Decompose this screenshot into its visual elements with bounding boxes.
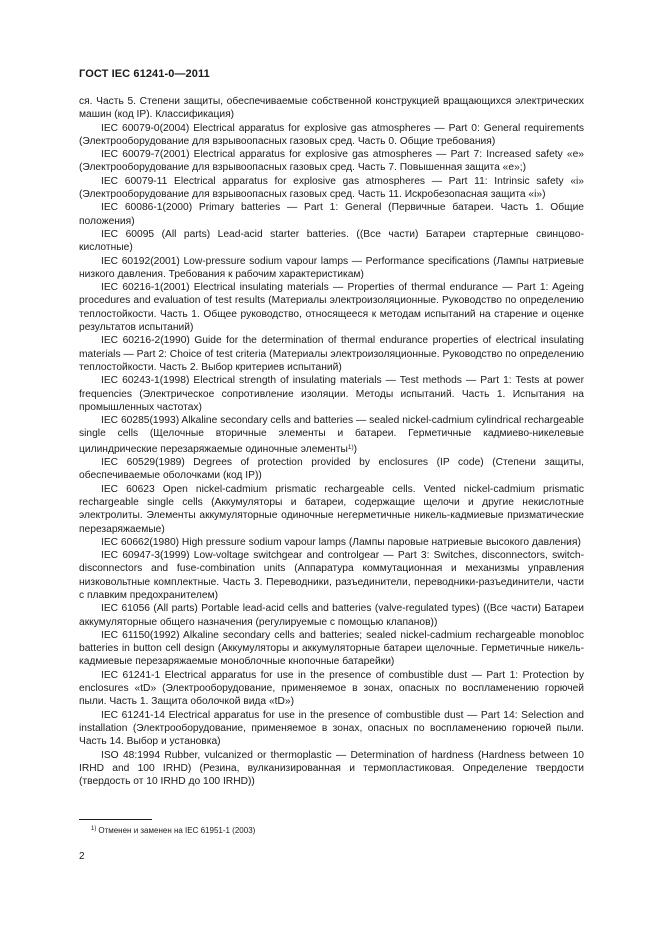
paragraph: IEC 60216-2(1990) Guide for the determination of thermal endurance properties of electrical insulating materials — Part 2: Choice of test criteria (Материалы электроизоляционные. Руководство по определению теплостойкости. Часть 2. Выбор критериев испытаний) xyxy=(79,335,584,373)
paragraph: IEC 60216-1(2001) Electrical insulating materials — Properties of thermal endurance — Part 1: Ageing procedures and evaluation of test results (Материалы электроизоляционные. Руководство по определению теплостойкости. Часть 1. Общее руководство, относящееся к методам испытаний на старение и оценке результатов испытаний) xyxy=(79,282,584,334)
paragraph: IEC 60243-1(1998) Electrical strength of insulating materials — Test methods — Part 1: Tests at power frequencies (Электрическое сопротивление изоляции. Методы испытаний. Часть 1. Испытания на промышленных частотах) xyxy=(79,375,584,413)
paragraph: IEC 60529(1989) Degrees of protection provided by enclosures (IP code) (Степени защиты, обеспечиваемые оболочками (код IP)) xyxy=(79,457,584,482)
paragraph: IEC 60095 (All parts) Lead-acid starter batteries. ((Все части) Батареи стартерные свинцово-кислотные) xyxy=(79,228,584,254)
paragraph: IEC 60079-0(2004) Electrical apparatus for explosive gas atmospheres — Part 0: General requirements (Электрооборудование для взрывоопасных газовых сред. Часть 0. Общие требования) xyxy=(79,122,584,147)
document-header: ГОСТ IEC 61241-0—2011 xyxy=(79,68,210,80)
paragraph-with-footnote: IEC 60285(1993) Alkaline secondary cells and batteries — sealed nickel-cadmium cylindrical rechargeable single cells (Щелочные вторичные элементы и батареи. Герметичные кадмиево-никелевые цилиндрические перезаряжаемые одиночные элементы$^{1)}$) xyxy=(79,415,584,455)
paragraph: IEC 60623 Open nickel-cadmium prismatic rechargeable cells. Vented nickel-cadmium prismatic rechargeable single cells (Аккумуляторы и батареи, содержащие щелочи и другие некислотные электролиты. Элементы аккумуляторные одиночные негерметичные никель-кадмиевые призматические перезаряжаемые) xyxy=(79,483,584,535)
footnote-separator xyxy=(79,819,152,820)
paragraph: IEC 61241-1 Electrical apparatus for use in the presence of combustible dust — Part 1: Protection by enclosures «tD» (Электрооборудование, применяемое в зонах, опасных по воспламенению горючей пыли. Часть 1. Защита оболочкой вида «tD») xyxy=(79,669,584,708)
paragraph: IEC 61056 (All parts) Portable lead-acid cells and batteries (valve-regulated types) ((Все части) Батареи аккумуляторные общего назначения (регулируемые с помощью клапанов)) xyxy=(79,603,584,628)
page-number: 2 xyxy=(79,851,85,862)
paragraph: IEC 61150(1992) Alkaline secondary cells and batteries; sealed nickel-cadmium rechargeable monobloc batteries in button cell design (Аккумуляторы и аккумуляторные батареи щелочные. Герметичные никель-кадмиевые перезаряжаемые моноблочные кнопочные батарейки) xyxy=(79,629,584,668)
paragraph: ISO 48:1994 Rubber, vulcanized or thermoplastic — Determination of hardness (Hardness between 10 IRHD and 100 IRHD) (Резина, вулканизированная и термопластиковая. Определение твердости (твердость от 10 IRHD до 100 IRHD)) xyxy=(79,749,584,788)
paragraph: IEC 60947-3(1999) Low-voltage switchgear and controlgear — Part 3: Switches, disconnectors, switch-disconnectors and fuse-combination units (Аппаратура коммутационная и механизмы управления низковольтные комплектные. Часть 3. Переводники, разъединители, переводники-разъединители, части с плавким предохранителем) xyxy=(79,550,584,601)
paragraph-text: IEC 60285(1993) Alkaline secondary cells and batteries — sealed nickel-cadmium cylindrical rechargeable single cells (Щелочные вторичные элементы и батареи. Герметичные кадмиево-никелевые цилиндрические перезаряжаемые одиночные элементы xyxy=(79,415,584,455)
footnote-reference: 1) xyxy=(347,443,354,451)
paragraph: ся. Часть 5. Степени защиты, обеспечиваемые собственной конструкцией вращающихся электрических машин (код IP). Классификация) xyxy=(79,96,584,121)
document-body xyxy=(79,95,584,788)
footnote xyxy=(91,826,255,835)
paragraph: IEC 60192(2001) Low-pressure sodium vapour lamps — Performance specifications (Лампы натриевые низкого давления. Требования к рабочим характеристикам) xyxy=(79,255,584,280)
paragraph: IEC 60079-11 Electrical apparatus for explosive gas atmospheres — Part 11: Intrinsic safety «i» (Электрооборудование для взрывоопасных газовых сред. Часть 11. Искробезопасная защита «i») xyxy=(79,175,584,201)
paragraph: IEC 60079-7(2001) Electrical apparatus for explosive gas atmospheres — Part 7: Increased safety «e» (Электрооборудование для взрывоопасных газовых сред. Часть 7. Повышенная защита «e»;) xyxy=(79,149,584,174)
paragraph: IEC 60086-1(2000) Primary batteries — Part 1: General (Первичные батареи. Часть 1. Общие положения) xyxy=(79,202,584,227)
footnote-mark: 1) xyxy=(91,826,97,832)
paragraph: IEC 61241-14 Electrical apparatus for use in the presence of combustible dust — Part 14: Selection and installation (Электрооборудование, применяемое в зонах, опасных по воспламенению горючей пыли. Часть 14. Выбор и установка) xyxy=(79,709,584,748)
paragraph: IEC 60662(1980) High pressure sodium vapour lamps (Лампы паровые натриевые высокого давления) xyxy=(101,536,581,548)
footnote-text: Отменен и заменен на IEC 61951-1 (2003) xyxy=(98,826,256,835)
